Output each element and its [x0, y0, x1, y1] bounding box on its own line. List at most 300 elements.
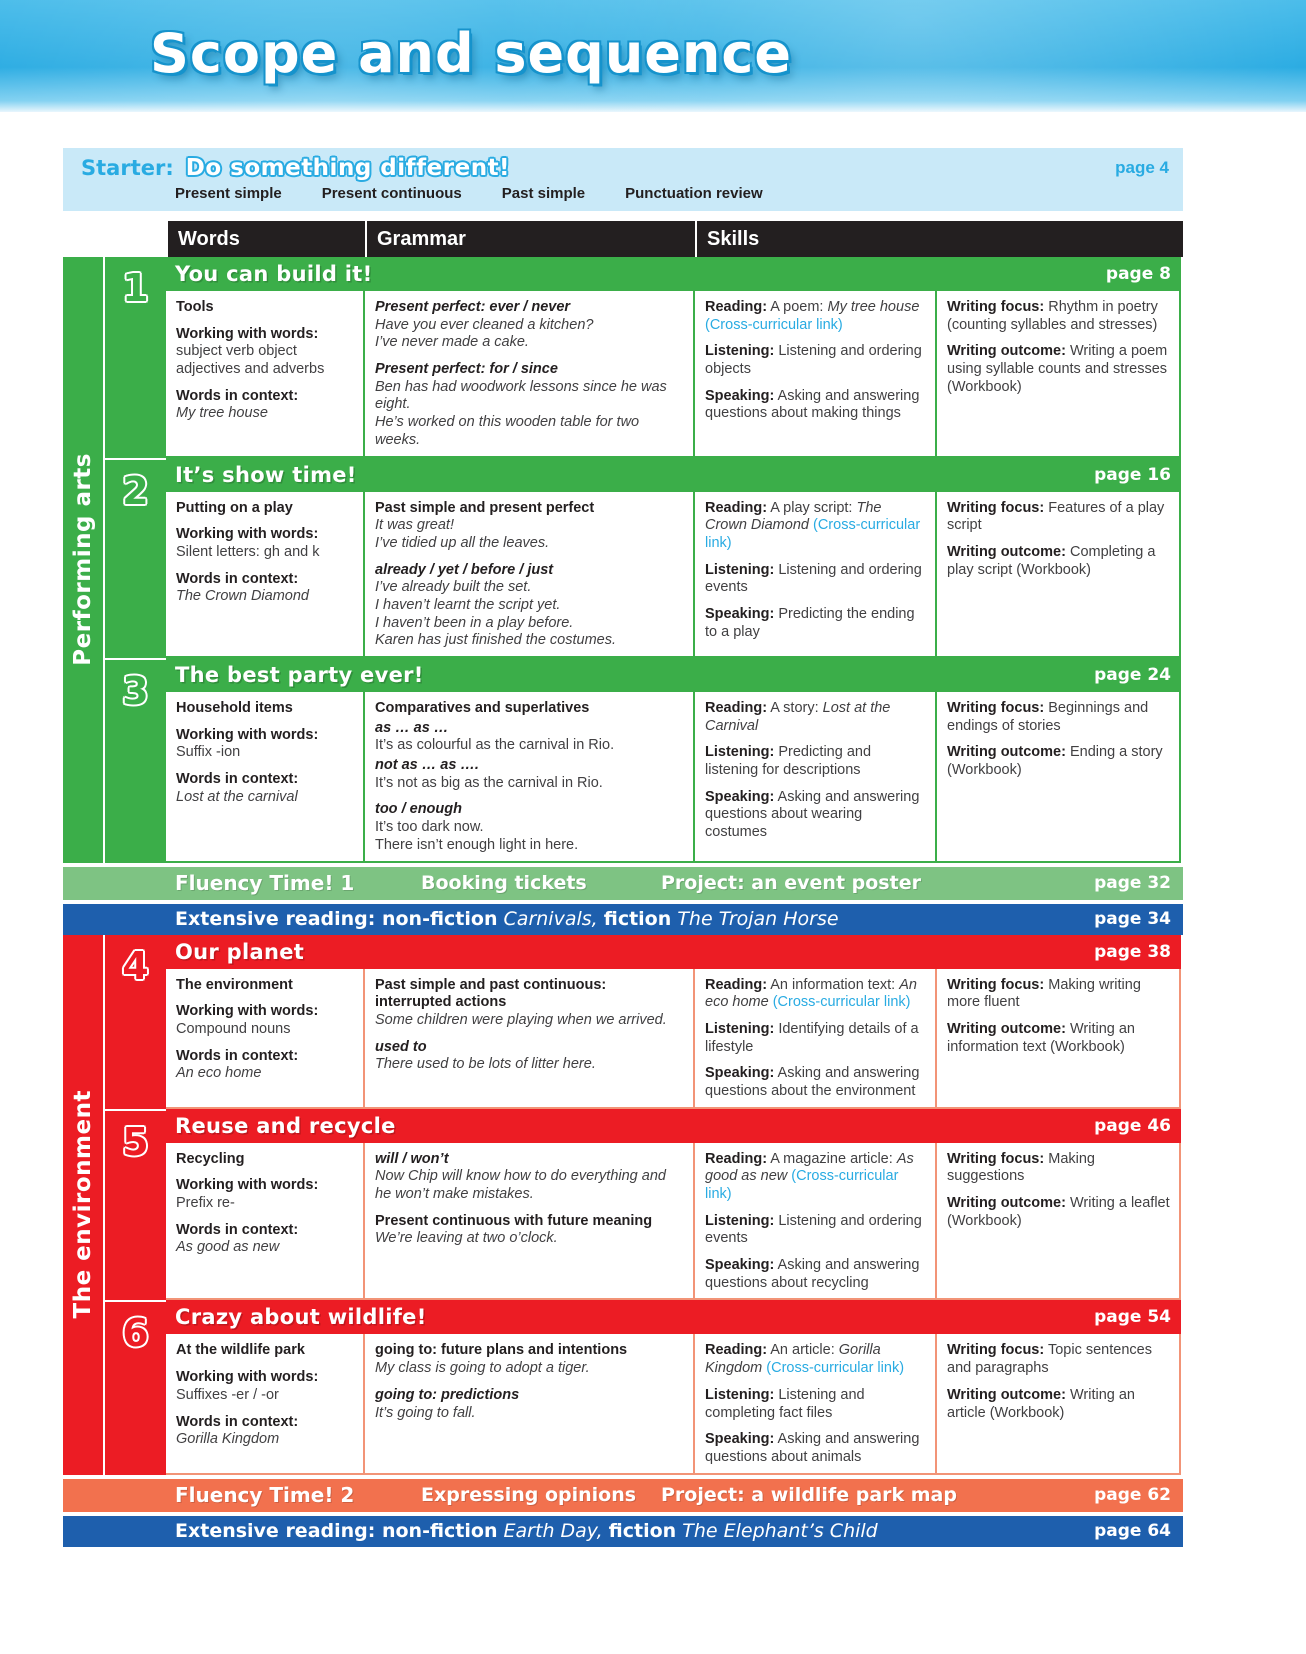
writing-outcome [947, 1021, 1171, 1056]
unit-number-cell [105, 257, 166, 458]
skill-listening [705, 1213, 925, 1248]
grammar-block [375, 562, 683, 650]
unit-number-cell [105, 458, 166, 659]
working-with-words [176, 727, 353, 762]
words-text: Lost at the carnival [176, 788, 298, 805]
skill-text: Predicting the ending to a play [705, 605, 915, 640]
section-units [105, 257, 1183, 863]
grammar-example: It’s going to fall. [375, 1404, 476, 1421]
table-header-row [168, 221, 1183, 257]
unit-title: It’s show time! [175, 462, 357, 487]
grammar-example: I’ve already built the set. [375, 579, 532, 596]
starter-topic: Punctuation review [625, 185, 763, 202]
grammar-block [375, 720, 683, 755]
cross-curricular-link: (Cross-curricular link) [766, 1360, 905, 1377]
writing-text: Topic sentences and paragraphs [947, 1342, 1152, 1377]
grammar-example: We’re leaving at two o’clock. [375, 1230, 558, 1247]
unit-row-3 [105, 658, 1183, 863]
grammar-cell [363, 492, 693, 657]
fluency-label: Fluency Time! 2 [175, 1483, 355, 1508]
starter-topic: Present continuous [321, 185, 462, 202]
words-label: Words in context: [176, 387, 299, 404]
writing-cell [935, 692, 1181, 861]
writing-text: Ending a story (Workbook) [947, 744, 1163, 779]
grammar-head: as … as … [375, 719, 449, 736]
grammar-example: I haven’t learnt the script yet. [375, 596, 561, 613]
unit-number: 1 [122, 266, 149, 310]
writing-focus [947, 700, 1171, 735]
skill-text: A magazine article: [770, 1150, 893, 1167]
fluency-project: Project: a wildlife park map [661, 1484, 957, 1507]
unit-cells [166, 692, 1181, 863]
skill-text: Identifying details of a lifestyle [705, 1020, 919, 1055]
cross-curricular-link: (Cross-curricular link) [705, 517, 921, 551]
unit-page-ref: page 8 [1105, 264, 1171, 284]
writing-label: Writing outcome: [947, 543, 1066, 560]
skills-cell [693, 291, 935, 456]
extensive-page-ref: page 34 [1094, 909, 1171, 929]
page-content [63, 148, 1183, 1547]
unit-main [166, 1300, 1181, 1474]
grammar-cell [363, 1334, 693, 1472]
skill-reading [705, 1342, 925, 1377]
skill-label: Listening: [705, 1212, 775, 1229]
writing-label: Writing outcome: [947, 1020, 1066, 1037]
nonfiction-title: Earth Day, [503, 1520, 603, 1543]
skill-listening [705, 744, 925, 779]
skill-label: Speaking: [705, 605, 775, 622]
writing-text: Rhythm in poetry (counting syllables and stresses) [947, 299, 1158, 333]
starter-label: Starter: [81, 156, 174, 180]
skills-cell [693, 692, 935, 861]
grammar-example: I’ve tidied up all the leaves. [375, 534, 550, 551]
words-text: subject verb object adjectives and adverbs [176, 343, 325, 378]
writing-text: Writing a leaflet (Workbook) [947, 1195, 1170, 1229]
category-band [63, 935, 105, 1475]
words-label: Words in context: [176, 1047, 299, 1064]
skill-text: Listening and completing fact files [705, 1386, 865, 1421]
grammar-block [375, 801, 683, 854]
skill-label: Reading: [705, 700, 768, 716]
words-topic: At the wildlife park [176, 1342, 305, 1359]
column-header-words: Words [178, 227, 240, 250]
grammar-head: already / yet / before / just [375, 561, 554, 578]
unit-main [166, 935, 1181, 1109]
skill-speaking [705, 606, 925, 641]
grammar-example: It was great! [375, 517, 454, 534]
grammar-example: It’s as colourful as the carnival in Rio. [375, 737, 615, 754]
grammar-example: It’s not as big as the carnival in Rio. [375, 774, 603, 791]
words-topic: Putting on a play [176, 499, 293, 516]
skill-reading [705, 500, 925, 553]
unit-row-4 [105, 935, 1183, 1109]
skills-cell [693, 492, 935, 657]
starter-page-ref: page 4 [1115, 158, 1169, 177]
grammar-cell [363, 969, 693, 1107]
skill-label: Listening: [705, 1386, 775, 1403]
page-title: Scope and sequence [150, 22, 792, 85]
nonfiction-title: Carnivals, [503, 908, 598, 930]
writing-label: Writing focus: [947, 976, 1045, 993]
fiction-title: The Elephant’s Child [682, 1520, 878, 1543]
grammar-example: It’s too dark now. [375, 819, 484, 836]
fiction-title: The Trojan Horse [677, 908, 839, 930]
words-label: Words in context: [176, 771, 299, 788]
unit-title: You can build it! [175, 262, 373, 286]
unit-page-ref: page 24 [1094, 665, 1171, 685]
words-in-context [176, 1414, 353, 1449]
skill-label: Speaking: [705, 1065, 775, 1082]
starter-block [63, 148, 1183, 211]
writing-text: Making writing more fluent [947, 976, 1141, 1011]
words-text: Suffix -ion [176, 744, 241, 761]
writing-focus [947, 500, 1171, 535]
unit-title: Crazy about wildlife! [175, 1305, 427, 1330]
starter-topic: Past simple [501, 185, 586, 202]
column-header-skills: Skills [695, 221, 937, 257]
words-label: Working with words: [176, 325, 319, 342]
grammar-head: used to [375, 1038, 427, 1055]
writing-label: Writing outcome: [947, 1195, 1066, 1211]
skill-speaking [705, 1257, 925, 1292]
grammar-block [375, 1151, 683, 1204]
fluency-time-1-bar [63, 867, 1183, 900]
skill-listening [705, 343, 925, 378]
unit-cells [166, 1143, 1181, 1301]
reading-title: The Crown Diamond [705, 499, 882, 534]
skill-text: Asking and answering questions about wearing costumes [705, 788, 920, 841]
words-text: An eco home [176, 1065, 262, 1082]
words-label: Words in context: [176, 1221, 299, 1238]
skill-label: Reading: [705, 1342, 768, 1359]
unit-number-cell [105, 1300, 166, 1474]
skill-listening [705, 1387, 925, 1422]
words-in-context [176, 1222, 353, 1257]
extensive-reading-text [175, 908, 839, 930]
grammar-block [375, 361, 683, 449]
grammar-block [375, 1342, 683, 1377]
skills-cell [693, 1334, 935, 1472]
fluency-page-ref: page 32 [1094, 873, 1171, 893]
unit-title-bar [166, 257, 1181, 291]
unit-title: Reuse and recycle [175, 1113, 396, 1138]
fluency-page-ref: page 62 [1094, 1485, 1171, 1506]
writing-focus [947, 299, 1171, 334]
unit-number-cell [105, 1109, 166, 1301]
skill-text: Asking and answering questions about animals [705, 1431, 920, 1465]
writing-label: Writing outcome: [947, 343, 1066, 360]
grammar-example: My class is going to adopt a tiger. [375, 1360, 590, 1377]
skill-reading [705, 1151, 925, 1204]
grammar-head: going to: predictions [375, 1386, 520, 1403]
extensive-label: Extensive reading: non-fiction [175, 1520, 498, 1543]
grammar-head: Present perfect: ever / never [375, 299, 571, 315]
skill-reading [705, 977, 925, 1012]
reading-title: As good as new [705, 1150, 914, 1185]
grammar-block [375, 500, 683, 553]
unit-row-5 [105, 1109, 1183, 1301]
writing-text: Beginnings and endings of stories [947, 700, 1149, 734]
grammar-head: too / enough [375, 801, 462, 818]
words-text: The Crown Diamond [176, 588, 309, 605]
unit-number: 5 [122, 1119, 149, 1164]
writing-outcome [947, 343, 1171, 396]
fluency-label: Fluency Time! 1 [175, 871, 355, 895]
skill-text: Listening and ordering events [705, 1212, 922, 1247]
column-header-grammar: Grammar [365, 221, 695, 257]
writing-outcome [947, 744, 1171, 779]
unit-title-bar [166, 458, 1181, 492]
skill-text: An information text: [770, 976, 896, 993]
unit-page-ref: page 46 [1094, 1115, 1171, 1136]
fluency-project: Project: an event poster [661, 872, 921, 894]
grammar-head: Present continuous with future meaning [375, 1212, 653, 1229]
working-with-words [176, 526, 353, 561]
skill-label: Reading: [705, 299, 768, 315]
writing-cell [935, 291, 1181, 456]
grammar-block [375, 299, 683, 352]
grammar-cell [363, 1143, 693, 1299]
skills-cell [693, 1143, 935, 1299]
grammar-cell [363, 291, 693, 456]
unit-main [166, 257, 1181, 458]
writing-cell [935, 1334, 1181, 1472]
grammar-block [375, 757, 683, 792]
skill-label: Speaking: [705, 788, 775, 805]
grammar-example: Some children were playing when we arrived. [375, 1011, 667, 1028]
grammar-example: Now Chip will know how to do everything and he won’t make mistakes. [375, 1168, 666, 1202]
skill-listening [705, 562, 925, 597]
grammar-example: Ben has had woodwork lessons since he was eight. [375, 378, 667, 413]
unit-number-cell [105, 658, 166, 863]
words-cell [166, 1143, 363, 1299]
grammar-block [375, 977, 683, 1030]
unit-title-bar [166, 935, 1181, 969]
unit-page-ref: page 16 [1094, 464, 1171, 485]
unit-number: 6 [122, 1311, 149, 1356]
words-in-context [176, 571, 353, 606]
unit-cells [166, 492, 1181, 659]
unit-main [166, 658, 1181, 863]
skill-label: Listening: [705, 744, 775, 761]
unit-title-bar [166, 1109, 1181, 1143]
words-label: Working with words: [176, 726, 319, 743]
skill-text: Asking and answering questions about making things [705, 387, 920, 422]
grammar-head: not as … as …. [375, 757, 479, 774]
writing-label: Writing focus: [947, 700, 1045, 716]
skills-cell [693, 969, 935, 1107]
words-topic: Recycling [176, 1150, 245, 1167]
writing-focus [947, 977, 1171, 1012]
grammar-head: Past simple and past continuous: interrupted actions [375, 976, 607, 1011]
grammar-example: There isn’t enough light in here. [375, 836, 579, 853]
grammar-example: There used to be lots of litter here. [375, 1056, 596, 1073]
grammar-example: Karen has just finished the costumes. [375, 632, 616, 649]
unit-number: 3 [122, 669, 149, 713]
writing-label: Writing outcome: [947, 1386, 1066, 1403]
working-with-words [176, 1177, 353, 1212]
working-with-words [176, 1003, 353, 1038]
words-cell [166, 291, 363, 456]
unit-row-2 [105, 458, 1183, 659]
words-text: Silent letters: gh and k [176, 543, 320, 560]
cross-curricular-link: (Cross-curricular link) [705, 316, 843, 333]
reading-title: My tree house [827, 299, 920, 315]
unit-cells [166, 969, 1181, 1109]
words-cell [166, 1334, 363, 1472]
starter-title-row [81, 155, 1169, 181]
grammar-block [375, 1039, 683, 1074]
skill-listening [705, 1021, 925, 1056]
skill-text: An article: [770, 1342, 835, 1359]
skill-label: Speaking: [705, 1431, 775, 1448]
skill-label: Listening: [705, 343, 775, 360]
skill-text: A poem: [770, 299, 824, 315]
fluency-time-2-bar [63, 1479, 1183, 1512]
skill-text: Listening and ordering events [705, 561, 922, 596]
writing-text: Completing a play script (Workbook) [947, 543, 1156, 578]
section-performing-arts [63, 257, 1183, 863]
unit-page-ref: page 54 [1094, 1307, 1171, 1328]
starter-topics [81, 185, 1169, 202]
words-label: Working with words: [176, 1369, 319, 1386]
words-text: Suffixes -er / -or [176, 1386, 279, 1403]
skill-speaking [705, 388, 925, 423]
starter-topic: Present simple [175, 185, 282, 202]
unit-main [166, 458, 1181, 659]
unit-main [166, 1109, 1181, 1301]
writing-label: Writing focus: [947, 1150, 1045, 1167]
words-text: Compound nouns [176, 1020, 291, 1037]
grammar-head: Comparatives and superlatives [375, 700, 590, 716]
words-label: Working with words: [176, 1003, 319, 1020]
words-label: Words in context: [176, 570, 299, 587]
writing-label: Writing focus: [947, 1342, 1045, 1359]
writing-cell [935, 492, 1181, 657]
grammar-example: He’s worked on this wooden table for two weeks. [375, 414, 640, 448]
grammar-head: will / won’t [375, 1150, 449, 1167]
writing-cell [935, 969, 1181, 1107]
skill-label: Reading: [705, 1150, 768, 1167]
words-topic: The environment [176, 976, 293, 993]
extensive-reading-2-bar [63, 1516, 1183, 1547]
skill-label: Listening: [705, 561, 775, 578]
fiction-word: fiction [608, 1520, 677, 1543]
unit-number: 4 [122, 943, 149, 988]
section-the-environment [63, 935, 1183, 1475]
grammar-head: Past simple and present perfect [375, 499, 595, 516]
words-text: Prefix re- [176, 1195, 235, 1211]
words-topic: Tools [176, 299, 214, 315]
unit-row-6 [105, 1300, 1183, 1474]
fiction-word: fiction [603, 908, 672, 930]
words-label: Working with words: [176, 526, 319, 543]
reading-title: An eco home [705, 976, 917, 1011]
writing-outcome [947, 1195, 1171, 1230]
writing-text: Features of a play script [947, 499, 1165, 534]
extensive-reading-1-bar [63, 904, 1183, 935]
words-text: As good as new [176, 1239, 280, 1256]
skill-reading [705, 299, 925, 334]
grammar-example: I’ve never made a cake. [375, 334, 529, 351]
unit-cells [166, 291, 1181, 458]
top-banner [0, 0, 1306, 112]
skill-speaking [705, 789, 925, 842]
unit-row-1 [105, 257, 1183, 458]
writing-label: Writing focus: [947, 499, 1045, 516]
writing-label: Writing focus: [947, 299, 1045, 315]
unit-number: 2 [122, 468, 149, 513]
unit-title: The best party ever! [175, 663, 424, 687]
reading-title: Gorilla Kingdom [705, 1342, 881, 1377]
skill-reading [705, 700, 925, 735]
cross-curricular-link: (Cross-curricular link) [705, 1168, 899, 1202]
category-label: The environment [70, 1090, 96, 1319]
writing-outcome [947, 1387, 1171, 1422]
category-label: Performing arts [70, 453, 96, 667]
words-label: Words in context: [176, 1413, 299, 1430]
words-cell [166, 692, 363, 861]
writing-text: Making suggestions [947, 1150, 1095, 1185]
words-text: My tree house [176, 405, 268, 422]
skill-speaking [705, 1431, 925, 1466]
words-in-context [176, 388, 353, 423]
grammar-block [375, 700, 683, 718]
skill-label: Reading: [705, 499, 768, 516]
writing-text: Writing a poem using syllable counts and stresses (Workbook) [947, 343, 1168, 395]
fluency-topic: Expressing opinions [421, 1484, 637, 1507]
words-topic: Household items [176, 700, 293, 716]
words-text: Gorilla Kingdom [176, 1431, 280, 1448]
reading-title: Lost at the Carnival [705, 700, 891, 734]
writing-focus [947, 1342, 1171, 1377]
fluency-topic: Booking tickets [421, 872, 587, 894]
unit-title-bar [166, 1300, 1181, 1334]
skill-label: Speaking: [705, 387, 775, 404]
section-units [105, 935, 1183, 1475]
extensive-label: Extensive reading: non-fiction [175, 908, 498, 930]
working-with-words [176, 1369, 353, 1404]
writing-focus [947, 1151, 1171, 1186]
grammar-example: Have you ever cleaned a kitchen? [375, 316, 594, 333]
skill-text: Asking and answering questions about the environment [705, 1065, 920, 1099]
unit-title: Our planet [175, 939, 305, 964]
writing-text: Writing an article (Workbook) [947, 1386, 1135, 1421]
writing-label: Writing outcome: [947, 744, 1066, 761]
skill-text: Asking and answering questions about recycling [705, 1257, 920, 1291]
skill-text: A play script: [770, 499, 853, 516]
words-cell [166, 969, 363, 1107]
extensive-page-ref: page 64 [1094, 1521, 1171, 1542]
extensive-reading-text [175, 1520, 878, 1542]
column-header-blank [937, 221, 1183, 257]
words-in-context [176, 771, 353, 806]
unit-number-cell [105, 935, 166, 1109]
starter-title: Do something different! [185, 155, 511, 181]
words-cell [166, 492, 363, 657]
grammar-block [375, 1387, 683, 1422]
category-band [63, 257, 105, 863]
grammar-head: Present perfect: for / since [375, 361, 558, 378]
grammar-block [375, 1213, 683, 1248]
unit-cells [166, 1334, 1181, 1474]
working-with-words [176, 326, 353, 379]
skill-label: Reading: [705, 976, 768, 993]
unit-title-bar [166, 658, 1181, 692]
writing-cell [935, 1143, 1181, 1299]
skill-text: Listening and ordering objects [705, 343, 922, 378]
skill-text: Predicting and listening for descriptions [705, 744, 872, 779]
